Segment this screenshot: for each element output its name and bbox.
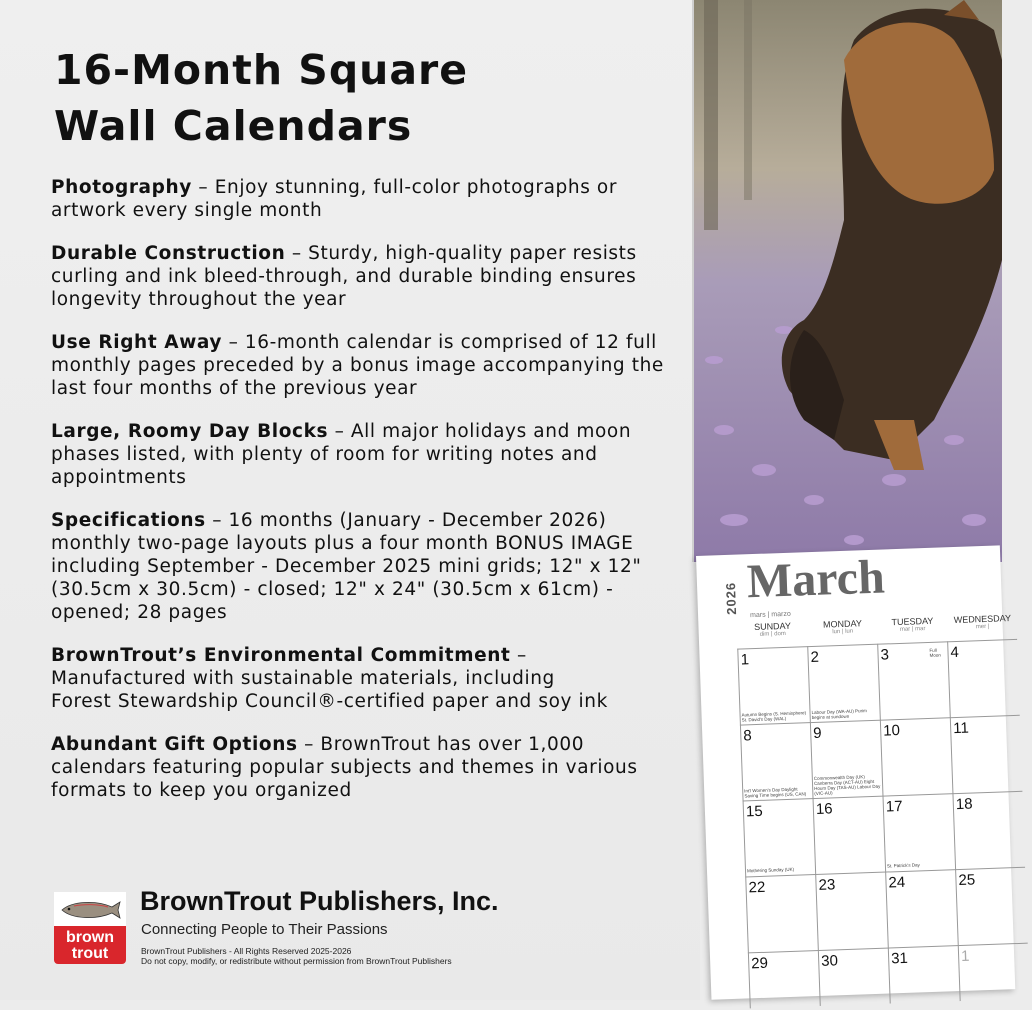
date-cell: 3 xyxy=(880,646,890,664)
trout-fish-icon xyxy=(54,892,126,926)
date-cell: 23 xyxy=(818,876,836,894)
date-cell: 8 xyxy=(743,727,752,745)
weekday-wednesday: WEDNESDAY mer | xyxy=(953,613,1012,631)
moon-phase-note: Full Moon xyxy=(929,647,941,658)
dog-photo xyxy=(692,0,1002,562)
date-cell: 9 xyxy=(812,724,822,743)
holiday-note: Labour Day (WA-AU) Purim begins at sundown xyxy=(811,708,867,721)
grid-line xyxy=(737,649,751,1009)
calendar-year: 2026 xyxy=(722,581,740,616)
holiday-note: Mothering Sunday (UK) xyxy=(746,866,795,874)
publisher-tagline: Connecting People to Their Passions xyxy=(141,921,388,938)
date-cell: 25 xyxy=(958,871,976,890)
date-cell: 18 xyxy=(955,795,973,814)
calendar-page xyxy=(696,545,1015,999)
feature-photography: Photography – Enjoy stunning, full-color photographs or artwork every single month xyxy=(51,177,618,221)
date-cell: 4 xyxy=(950,643,960,662)
feature-list xyxy=(51,176,671,822)
holiday-note: Autumn Begins (S. Hemisphere) St. David's Day (WAL) xyxy=(741,710,807,723)
date-cell: 1 xyxy=(960,947,970,965)
date-cell: 10 xyxy=(882,721,901,740)
date-cell: 2 xyxy=(810,648,820,667)
date-cell: 30 xyxy=(820,952,839,970)
date-cell: 1 xyxy=(740,651,750,669)
calendar-month: March xyxy=(746,550,886,609)
date-cell: 15 xyxy=(745,802,763,821)
date-cell: 24 xyxy=(888,873,906,892)
title-line-2: Wall Calendars xyxy=(54,102,413,150)
grid-line xyxy=(947,641,961,1001)
weekday-monday: MONDAY lun | lun xyxy=(822,618,863,636)
feature-day-blocks: Large, Roomy Day Blocks – All major holidays and moon phases listed, with plenty of room for writing notes and appointments xyxy=(51,421,632,488)
holiday-note: Commonwealth Day (UK) Canberra Day (ACT-AU) Eight Hours Day (TAS-AU) Labour Day (VIC-AU) xyxy=(813,774,881,797)
holiday-note: St. Patrick's Day xyxy=(886,862,920,869)
title-line-1: 16-Month Square xyxy=(54,46,469,94)
date-cell: 11 xyxy=(952,719,970,738)
date-cell: 16 xyxy=(815,800,833,818)
grid-line xyxy=(877,644,891,1004)
date-cell: 31 xyxy=(890,949,909,968)
date-cell: 22 xyxy=(748,878,766,897)
weekday-tuesday: TUESDAY mar | mar xyxy=(891,615,934,633)
publisher-legal: BrownTrout Publishers - All Rights Reserved 2025-2026 Do not copy, modify, or redistribute without permission from BrownTrout Publishers xyxy=(141,946,452,966)
page-title xyxy=(54,42,614,154)
publisher-name: BrownTrout Publishers, Inc. xyxy=(140,886,499,916)
browntrout-logo: brown trout xyxy=(54,892,126,964)
feature-specifications: Specifications – 16 months (January - December 2026) monthly two-page layouts plus a four month BONUS IMAGE including September - December 2025 mini grids; 12" x 12" (30.5cm x 30.5cm) - closed; 12" x 24" (30.5cm x 61cm) - opened; 28 pages xyxy=(51,510,642,623)
date-cell: 17 xyxy=(885,797,903,816)
holiday-note: Int'l Women's Day Daylight Saving Time begins (US, CAN) xyxy=(744,786,807,799)
grid-line xyxy=(807,646,821,1006)
feature-use-right-away: Use Right Away – 16-month calendar is comprised of 12 full monthly pages preceded by a bonus image accompanying the last four months of the previous year xyxy=(51,332,664,399)
weekday-sunday: SUNDAY dim | dom xyxy=(753,620,792,638)
feature-gift-options: Abundant Gift Options – BrownTrout has over 1,000 calendars featuring popular subjects and themes in various formats to keep you organized xyxy=(51,734,638,801)
feature-durable-construction: Durable Construction – Sturdy, high-quality paper resists curling and ink bleed-through, and durable binding ensures longevity throughout the year xyxy=(51,243,637,310)
date-cell: 29 xyxy=(750,954,769,973)
yorkshire-terrier-photo-icon xyxy=(694,0,1002,562)
calendar-month-sub: mars | marzo xyxy=(749,610,791,620)
feature-environmental: BrownTrout’s Environmental Commitment – Manufactured with sustainable materials, including Forest Stewardship Council®-certified paper and soy ink xyxy=(51,645,608,712)
